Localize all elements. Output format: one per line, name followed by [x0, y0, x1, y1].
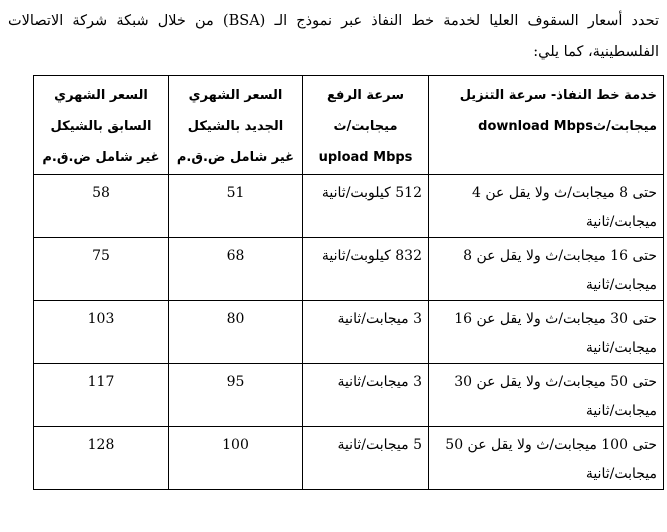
- table-row: [34, 364, 664, 427]
- table-row: [34, 175, 664, 238]
- cell-old-price: 128: [34, 427, 169, 490]
- cell-new-price: 95: [169, 364, 303, 427]
- table-row: [34, 238, 664, 301]
- cell-new-price: 80: [169, 301, 303, 364]
- cell-service: حتى 16 ميجابت/ث ولا يقل عن 8 ميجابت/ثانية: [429, 238, 664, 301]
- cell-new-price: 100: [169, 427, 303, 490]
- cell-upload: 3 ميجابت/ثانية: [303, 301, 429, 364]
- cell-new-price: 68: [169, 238, 303, 301]
- cell-new-price: 51: [169, 175, 303, 238]
- cell-upload: 3 ميجابت/ثانية: [303, 364, 429, 427]
- header-service-ar: خدمة خط النفاذ- سرعة التنزيل: [459, 88, 657, 103]
- header-new-price-text: السعر الشهري الجديد بالشيكل غير شامل ض.ق.م: [176, 88, 295, 165]
- header-old-price: [34, 76, 169, 175]
- cell-upload: 5 ميجابت/ثانية: [303, 427, 429, 490]
- cell-upload: 832 كيلوبت/ثانية: [303, 238, 429, 301]
- table-row: [34, 301, 664, 364]
- header-upload-en: upload Mbps: [318, 150, 413, 165]
- table-row: [34, 427, 664, 490]
- header-service: [429, 76, 664, 175]
- price-table: [33, 75, 664, 490]
- intro-line-1: تحدد أسعار السقوف العليا لخدمة خط النفاذ عبر نموذج الـ (BSA) من خلال شبكة شركة الاتصالات: [8, 13, 660, 29]
- cell-old-price: 75: [34, 238, 169, 301]
- header-new-price: [169, 76, 303, 175]
- table-header-row: [34, 76, 664, 175]
- header-old-price-text: السعر الشهري السابق بالشيكل غير شامل ض.ق.م: [42, 88, 160, 165]
- cell-service: حتى 50 ميجابت/ث ولا يقل عن 30 ميجابت/ثانية: [429, 364, 664, 427]
- intro-line-2: الفلسطينية، كما يلي:: [533, 44, 659, 60]
- header-upload: [303, 76, 429, 175]
- cell-service: حتى 30 ميجابت/ث ولا يقل عن 16 ميجابت/ثانية: [429, 301, 664, 364]
- cell-old-price: 103: [34, 301, 169, 364]
- cell-service: حتى 8 ميجابت/ث ولا يقل عن 4 ميجابت/ثانية: [429, 175, 664, 238]
- header-service-en: ميجابت/ثdownload Mbps: [478, 119, 657, 134]
- header-upload-ar: سرعة الرفع ميجابت/ث: [327, 88, 404, 134]
- intro-paragraph: [8, 6, 659, 68]
- cell-service: حتى 100 ميجابت/ث ولا يقل عن 50 ميجابت/ثانية: [429, 427, 664, 490]
- cell-old-price: 117: [34, 364, 169, 427]
- cell-old-price: 58: [34, 175, 169, 238]
- cell-upload: 512 كيلوبت/ثانية: [303, 175, 429, 238]
